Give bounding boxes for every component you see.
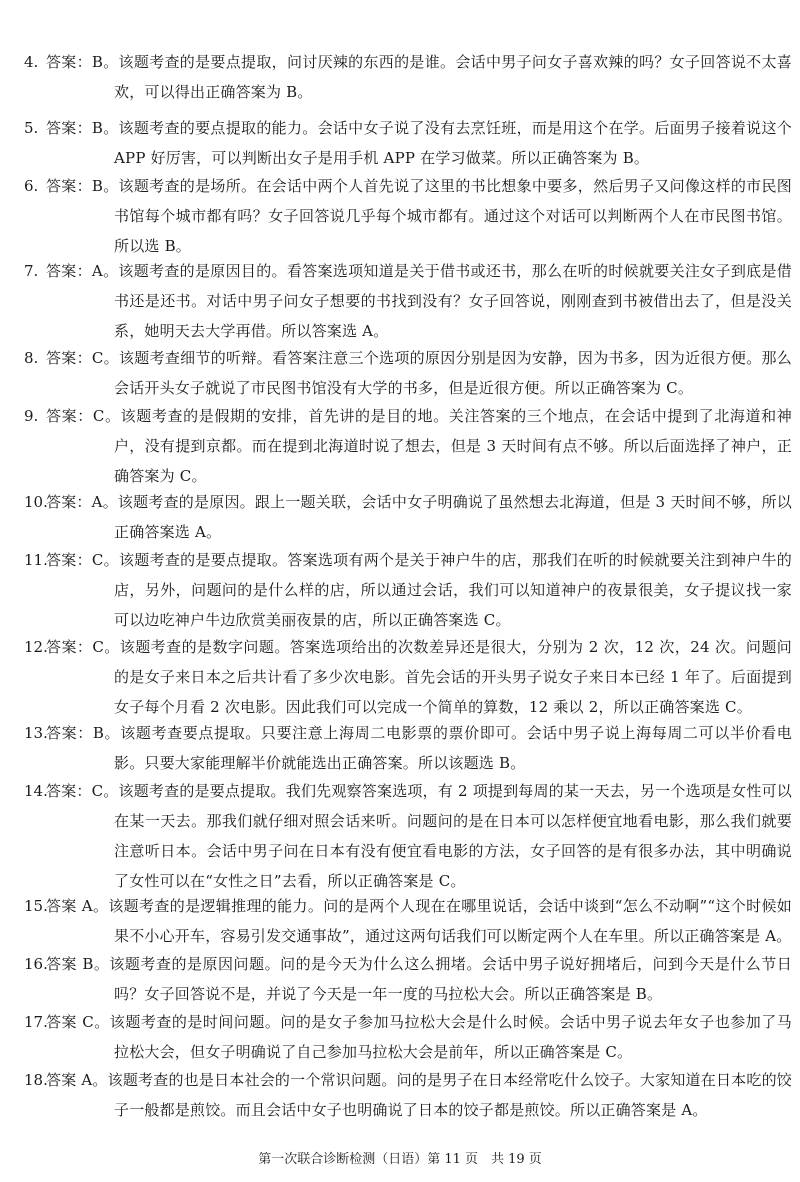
- answer-item-14: [24, 776, 792, 896]
- answer-text: 答案：B。该题考查的要点提取的能力。会话中女子说了没有去烹饪班，而是用这个在学。后面男子接着说这个 APP 好厉害，可以判断出女子是用手机 APP 在学习做菜。所以正确答案为 B。: [46, 119, 792, 167]
- answer-text: 答案：C。该题考查的是要点提取。我们先观察答案选项，有 2 项提到每周的某一天去，另一个选项是女性可以在某一天去。那我们就仔细对照会话来听。问题问的是在日本可以怎样便宜地看电影，那么我们就要注意听日本。会话中男子问在日本有没有便宜看电影的方法，女子回答的是有很多办法，其中明确说了女性可以在“女性之日”去看，所以正确答案是 C。: [46, 782, 792, 890]
- answer-text: 答案 B。该题考查的是原因问题。问的是今天为什么这么拥堵。会话中男子说好拥堵后，问到今天是什么节日吗？女子回答说不是，并说了今天是一年一度的马拉松大会。所以正确答案是 B。: [46, 955, 792, 1003]
- answer-text: 答案 C。该题考查的是时间问题。问的是女子参加马拉松大会是什么时候。会话中男子说去年女子也参加了马拉松大会，但女子明确说了自己参加马拉松大会是前年，所以正确答案是 C。: [46, 1013, 792, 1061]
- item-number: 4.: [24, 53, 39, 71]
- answer-item-10: [24, 487, 792, 547]
- item-number: 15.: [24, 897, 48, 915]
- answer-item-17: [24, 1007, 792, 1067]
- answer-text: 答案：B。该题考查要点提取。只要注意上海周二电影票的票价即可。会话中男子说上海每周二可以半价看电影。只要大家能理解半价就能选出正确答案。所以该题选 B。: [46, 724, 792, 772]
- answer-text: 答案：C。该题考查的是要点提取。答案选项有两个是关于神户牛的店，那我们在听的时候就要关注到神户牛的店，另外，问题问的是什么样的店，所以通过会话，我们可以知道神户的夜景很美，女子提议找一家可以边吃神户牛边欣赏美丽夜景的店，所以正确答案选 C。: [46, 551, 792, 629]
- answer-text: 答案：C。该题考查的是假期的安排，首先讲的是目的地。关注答案的三个地点，在会话中提到了北海道和神户，没有提到京都。而在提到北海道时说了想去，但是 3 天时间有点不够。所以后面选择了神户，正确答案为 C。: [46, 407, 792, 485]
- item-number: 6.: [24, 177, 39, 195]
- answer-item-8: [24, 343, 792, 403]
- answer-text: 答案 A。该题考查的是逻辑推理的能力。问的是两个人现在在哪里说话，会话中谈到“怎么不动啊”“这个时候如果不小心开车，容易引发交通事故”，通过这两句话我们可以断定两个人在车里。所以正确答案是 A。: [46, 897, 792, 945]
- answer-item-15: [24, 891, 792, 951]
- answer-item-6: [24, 171, 792, 261]
- answer-text: 答案：C。该题考查细节的听辩。看答案注意三个选项的原因分别是因为安静，因为书多，因为近很方便。那么会话开头女子就说了市民图书馆没有大学的书多，但是近很方便。所以正确答案为 C。: [46, 349, 792, 397]
- answer-item-13: [24, 718, 792, 778]
- item-number: 10.: [24, 493, 48, 511]
- item-number: 14.: [24, 782, 48, 800]
- answer-text: 答案：C。该题考查的是数字问题。答案选项给出的次数差异还是很大，分别为 2 次，12 次，24 次。问题问的是女子来日本之后共计看了多少次电影。首先会话的开头男子说女子来日本已经 1 年了。后面提到女子每个月看 2 次电影。因此我们可以完成一个简单的算数，12 乘以 2，所以正确答案选 C。: [46, 638, 792, 716]
- answer-item-5: [24, 113, 792, 173]
- answer-item-16: [24, 949, 792, 1009]
- answer-item-4: [24, 47, 792, 107]
- answer-item-12: [24, 632, 792, 722]
- item-number: 9.: [24, 407, 39, 425]
- item-number: 11.: [24, 551, 48, 569]
- answer-item-7: [24, 256, 792, 346]
- answer-text: 答案：A。该题考查的是原因目的。看答案选项知道是关于借书或还书，那么在听的时候就要关注女子到底是借书还是还书。对话中男子问女子想要的书找到没有？女子回答说，刚刚查到书被借出去了，但是没关系，她明天去大学再借。所以答案选 A。: [46, 262, 792, 340]
- item-number: 7.: [24, 262, 39, 280]
- item-number: 18.: [24, 1071, 48, 1089]
- answer-text: 答案：B。该题考查的是要点提取，问讨厌辣的东西的是谁。会话中男子问女子喜欢辣的吗？女子回答说不太喜欢，可以得出正确答案为 B。: [46, 53, 792, 101]
- item-number: 12.: [24, 638, 48, 656]
- answer-text: 答案：A。该题考查的是原因。跟上一题关联，会话中女子明确说了虽然想去北海道，但是 3 天时间不够，所以正确答案选 A。: [46, 493, 792, 541]
- page-footer: 第一次联合诊断检测（日语）第 11 页 共 19 页: [258, 1152, 542, 1167]
- item-number: 5.: [24, 119, 39, 137]
- item-number: 17.: [24, 1013, 48, 1031]
- item-number: 13.: [24, 724, 48, 742]
- answer-text: 答案：B。该题考查的是场所。在会话中两个人首先说了这里的书比想象中要多，然后男子又问像这样的市民图书馆每个城市都有吗？女子回答说几乎每个城市都有。通过这个对话可以判断两个人在市民图书馆。所以选 B。: [46, 177, 792, 255]
- answer-item-18: [24, 1065, 792, 1125]
- item-number: 16.: [24, 955, 48, 973]
- answer-text: 答案 A。该题考查的也是日本社会的一个常识问题。问的是男子在日本经常吃什么饺子。大家知道在日本吃的饺子一般都是煎饺。而且会话中女子也明确说了日本的饺子都是煎饺。所以正确答案是 A。: [46, 1071, 792, 1119]
- answer-item-9: [24, 401, 792, 491]
- item-number: 8.: [24, 349, 39, 367]
- answer-item-11: [24, 545, 792, 635]
